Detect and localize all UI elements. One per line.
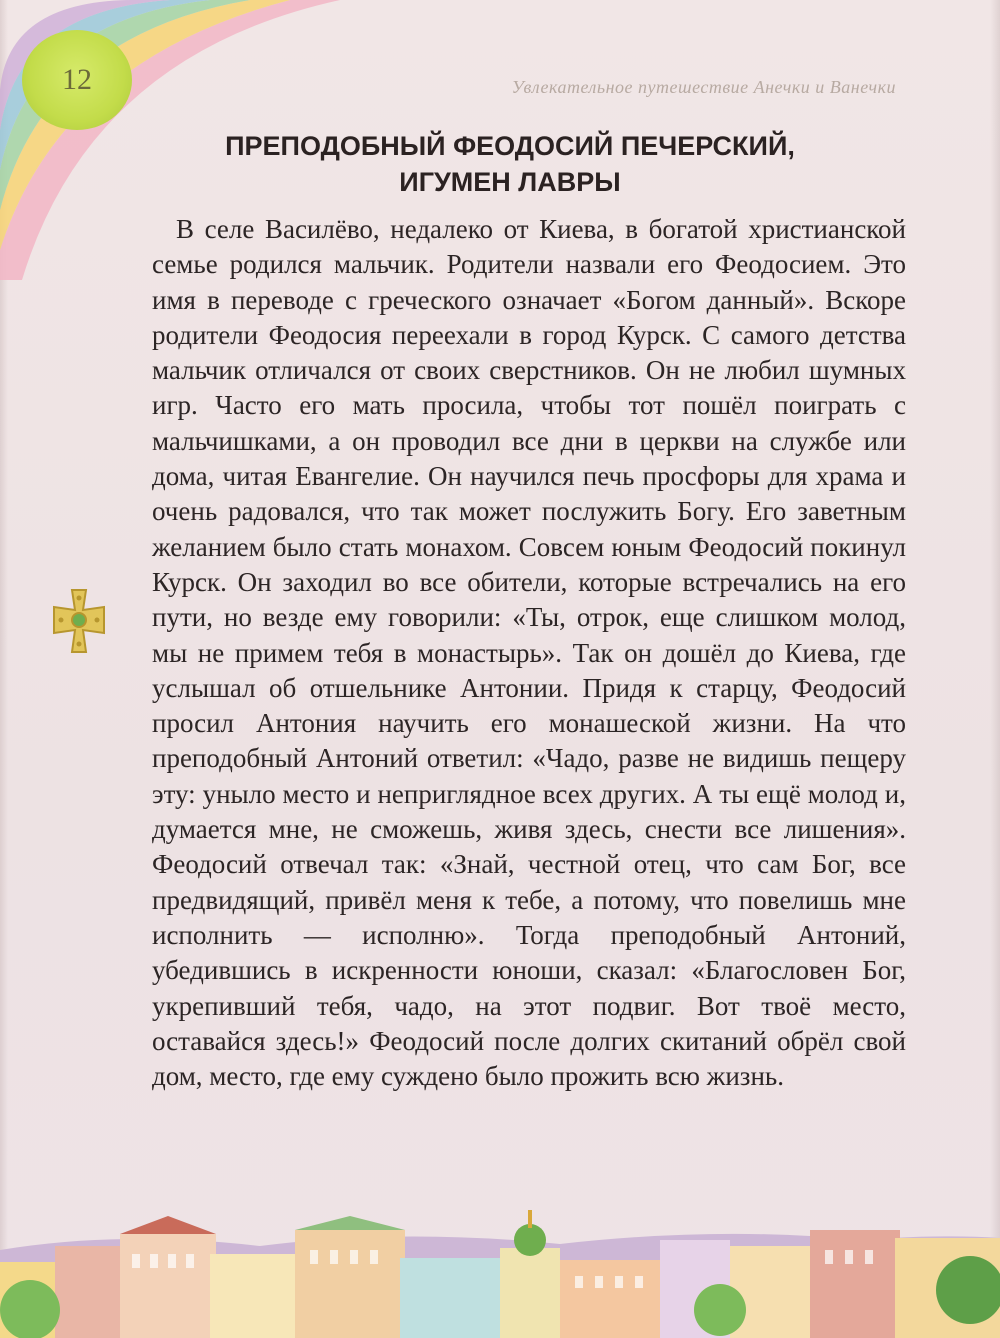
page-right-shadow xyxy=(990,0,1000,1338)
ornamental-cross-icon xyxy=(50,588,108,654)
title-line-2: ИГУМЕН ЛАВРЫ xyxy=(399,167,621,197)
article-body: В селе Василёво, недалеко от Киева, в богатой христианской семье родился мальчик. Родители назвали его Феодосием. Это имя в переводе с греческого означает «Богом данный». Вскоре родители Феодосия переехали в город Курск. С самого детства мальчик отличался от своих сверстников. Он не любил шумных игр. Часто его мать просила, чтобы тот пошёл поиграть с мальчишками, а он проводил все дни в церкви на службе или дома, читая Евангелие. Он научился печь просфоры для храма и очень радовался, что так может послужить Богу. Его заветным желанием было стать монахом. Совсем юным Феодосий покинул Курск. Он заходил во все обители, которые встречались на его пути, но везде ему говорили: «Ты, отрок, еще слишком молод, мы не примем тебя в монастырь». Так он дошёл до Киева, где услышал об отшельнике Антонии. Придя к старцу, Феодосий просил Антония научить его монашеской жизни. На что преподобный Антоний ответил: «Чадо, разве не видишь пещеру эту: уныло место и неприглядное всех других. А ты ещё молод и, думается мне, не сможешь, живя здесь, снести все лишения». Феодосий отвечал так: «Знай, честной отец, что сам Бог, все предвидящий, привёл меня к тебе, а потому, что повелишь мне исполнить — исполню». Тогда преподобный Антоний, убедившись в искренности юноши, сказал: «Благословен Бог, укрепивший тебя, чадо, на этот подвиг. Вот твоё место, оставайся здесь!» Феодосий после долгих скитаний обрёл свой дом, место, где ему суждено было прожить всю жизнь. xyxy=(152,214,906,1092)
page-number-badge xyxy=(22,30,132,140)
town-skyline-illustration xyxy=(0,1210,1000,1338)
running-head: Увлекательное путешествие Анечки и Ванечки xyxy=(511,77,896,97)
page-number: 12 xyxy=(22,30,132,130)
article-title xyxy=(150,128,870,200)
title-line-1: ПРЕПОДОБНЫЙ ФЕОДОСИЙ ПЕЧЕРСКИЙ, xyxy=(225,131,795,161)
